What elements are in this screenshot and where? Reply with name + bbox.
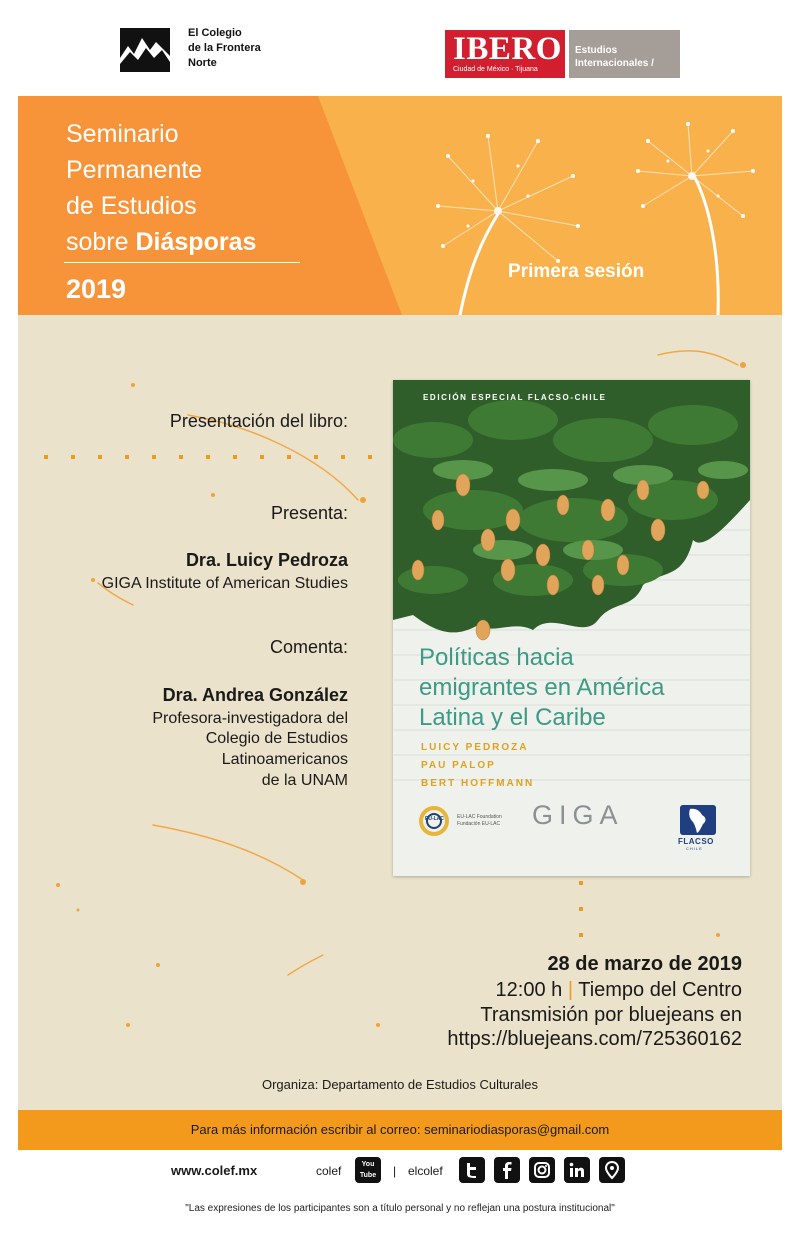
social-handle: elcolef <box>408 1164 443 1178</box>
contact-info: Para más información escribir al correo: seminariodiasporas@gmail.com <box>18 1110 782 1150</box>
commenter-affiliation-line-3: Latinoamericanos <box>221 751 348 768</box>
ibero-logo <box>445 30 680 78</box>
colef-mountain-icon <box>120 28 170 72</box>
colef-logo <box>120 26 290 74</box>
instagram-icon[interactable] <box>529 1157 555 1183</box>
youtube-icon-top: You <box>361 1161 375 1168</box>
seminar-title-line-4 <box>66 224 256 260</box>
ibero-dept-line-1: Estudios <box>575 45 618 56</box>
linkedin-icon[interactable] <box>564 1157 590 1183</box>
social-divider: | <box>393 1164 397 1178</box>
presenter-affiliation: GIGA Institute of American Studies <box>101 575 348 592</box>
organizer: Organiza: Departamento de Estudios Culturales <box>261 1077 539 1092</box>
website-link[interactable]: www.colef.mx <box>171 1163 258 1178</box>
flacso-name: FLACSO <box>678 837 714 846</box>
seminar-banner <box>18 96 782 315</box>
facebook-icon[interactable] <box>494 1157 520 1183</box>
book-presentation-label: Presentación del libro: <box>169 411 348 431</box>
location-pin-icon[interactable] <box>599 1157 625 1183</box>
event-transmission: Transmisión por bluejeans en <box>480 1004 742 1026</box>
ibero-name: IBERO <box>453 31 562 67</box>
seminar-title-line-2: Permanente <box>66 156 203 184</box>
seminar-title-prefix: sobre <box>66 228 136 256</box>
commenter-affiliation-line-2: Colegio de Estudios <box>205 730 348 747</box>
book-title-line-1: Políticas hacia <box>419 644 574 671</box>
youtube-icon-bottom: Tube <box>359 1172 377 1179</box>
cover-edition-label: EDICIÓN ESPECIAL FLACSO-CHILE <box>423 393 607 402</box>
seminar-title-highlight: Diásporas <box>135 228 257 256</box>
flacso-subtitle: CHILE <box>686 846 703 851</box>
book-author-1: LUICY PEDROZA <box>421 742 529 753</box>
comments-label: Comenta: <box>269 637 348 657</box>
disclaimer: "Las expresiones de los participantes son a título personal y no reflejan una postura institucional" <box>185 1203 615 1214</box>
book-authors <box>421 739 534 793</box>
book-cover <box>393 380 750 876</box>
eu-lac-abbr: EU-LAC <box>425 816 444 822</box>
session-label: Primera sesión <box>508 261 645 282</box>
ibero-dept-line-2: Internacionales / <box>575 58 654 69</box>
event-time-separator: | <box>567 979 574 1001</box>
colef-logo-line-3: Norte <box>188 57 217 69</box>
commenter-affiliation-line-4: de la UNAM <box>261 772 348 789</box>
youtube-label: colef <box>316 1164 342 1178</box>
colef-logo-line-1: El Colegio <box>188 27 242 39</box>
book-title-line-2: emigrantes en América <box>419 674 665 701</box>
book-title <box>419 643 664 733</box>
colef-logo-line-2: de la Frontera <box>188 42 261 54</box>
event-url-link[interactable]: https://bluejeans.com/725360162 <box>447 1028 742 1050</box>
eu-lac-text-line-1: EU-LAC Foundation <box>457 814 502 820</box>
eu-lac-logo <box>419 806 529 846</box>
flacso-map-icon <box>680 805 716 835</box>
book-title-line-3: Latina y el Caribe <box>419 704 606 731</box>
twitter-icon[interactable] <box>459 1157 485 1183</box>
seminar-title <box>66 116 256 260</box>
event-time: 12:00 h <box>495 979 563 1001</box>
book-author-3: BERT HOFFMANN <box>421 778 535 789</box>
commenter-name: Dra. Andrea González <box>162 685 348 705</box>
event-time-row <box>496 979 742 1002</box>
ibero-subtitle: Ciudad de México · Tijuana <box>453 66 538 73</box>
seminar-title-line-3: de Estudios <box>66 192 197 220</box>
seminar-year: 2019 <box>66 274 127 304</box>
banner-divider <box>64 262 300 263</box>
giga-logo: GIGA <box>532 800 624 830</box>
flacso-logo <box>676 805 720 853</box>
youtube-icon[interactable] <box>355 1157 381 1183</box>
event-timezone: Tiempo del Centro <box>578 979 742 1001</box>
eu-lac-text-line-2: Fundación EU-LAC <box>457 821 501 827</box>
seminar-title-line-1: Seminario <box>66 120 179 148</box>
event-date: 28 de marzo de 2019 <box>547 953 742 975</box>
commenter-affiliation-line-1: Profesora-investigadora del <box>152 710 348 727</box>
presenter-name: Dra. Luicy Pedroza <box>185 550 348 570</box>
book-author-2: PAU PALOP <box>421 760 496 771</box>
presents-label: Presenta: <box>270 503 348 523</box>
